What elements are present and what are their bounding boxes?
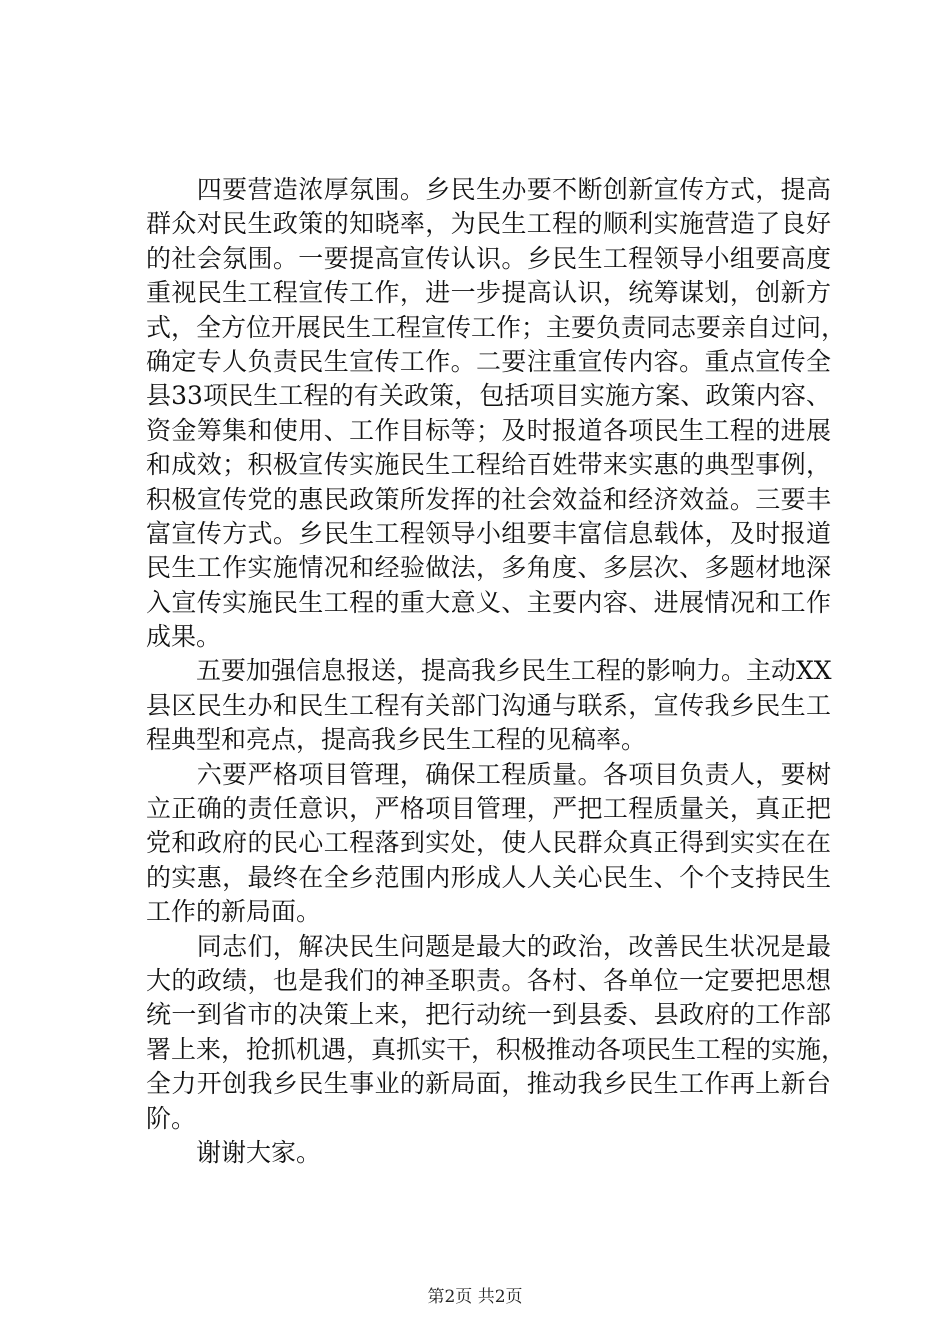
page-footer: 第2页 共2页 [427, 1287, 523, 1307]
text-line: 程典型和亮点，提高我乡民生工程的见稿率。 [146, 725, 647, 755]
text-line: 六要严格项目管理，确保工程质量。各项目负责人，要树 [146, 759, 831, 789]
text-line: 确定专人负责民生宣传工作。二要注重宣传内容。重点宣传全 [146, 346, 831, 376]
text-line: 工作的新局面。 [146, 897, 322, 927]
text-line: 的实惠，最终在全乡范围内形成人人关心民生、个个支持民生 [146, 862, 831, 892]
text-line: 署上来，抢抓机遇，真抓实干，积极推动各项民生工程的实施， [146, 1034, 847, 1064]
text-line: 富宣传方式。乡民生工程领导小组要丰富信息载体，及时报道 [146, 518, 831, 548]
text-line: 全力开创我乡民生事业的新局面，推动我乡民生工作再上新台 [146, 1069, 831, 1099]
text-line: 谢谢大家。 [146, 1137, 322, 1167]
text-line: 立正确的责任意识，严格项目管理，严把工程质量关，真正把 [146, 794, 831, 824]
text-line: 资金筹集和使用、工作目标等；及时报道各项民生工程的进展 [146, 415, 831, 445]
text-line: 积极宣传党的惠民政策所发挥的社会效益和经济效益。三要丰 [146, 484, 831, 514]
text-line: 重视民生工程宣传工作，进一步提高认识，统筹谋划，创新方 [146, 278, 831, 308]
text-line: 党和政府的民心工程落到实处，使人民群众真正得到实实在在 [146, 828, 831, 858]
document-body [146, 173, 847, 1170]
text-line: 五要加强信息报送，提高我乡民生工程的影响力。主动XX [146, 656, 832, 686]
text-line: 阶。 [146, 1103, 197, 1133]
text-line: 民生工作实施情况和经验做法，多角度、多层次、多题材地深 [146, 553, 831, 583]
text-line: 四要营造浓厚氛围。乡民生办要不断创新宣传方式，提高 [146, 175, 831, 204]
text-line: 式，全方位开展民生工程宣传工作；主要负责同志要亲自过问， [146, 312, 847, 342]
text-line: 统一到省市的决策上来，把行动统一到县委、县政府的工作部 [146, 1000, 831, 1030]
text-line: 同志们，解决民生问题是最大的政治，改善民生状况是最 [146, 931, 831, 961]
text-line: 县区民生办和民生工程有关部门沟通与联系，宣传我乡民生工 [146, 690, 831, 720]
text-line: 大的政绩，也是我们的神圣职责。各村、各单位一定要把思想 [146, 965, 831, 995]
text-line: 群众对民生政策的知晓率，为民生工程的顺利实施营造了良好 [146, 209, 831, 239]
text-line: 成果。 [146, 622, 222, 652]
text-line: 入宣传实施民生工程的重大意义、主要内容、进展情况和工作 [146, 587, 831, 617]
text-line: 和成效；积极宣传实施民生工程给百姓带来实惠的典型事例， [146, 450, 831, 480]
text-line: 县33项民生工程的有关政策，包括项目实施方案、政策内容、 [146, 381, 831, 411]
text-line: 的社会氛围。一要提高宣传认识。乡民生工程领导小组要高度 [146, 243, 831, 273]
